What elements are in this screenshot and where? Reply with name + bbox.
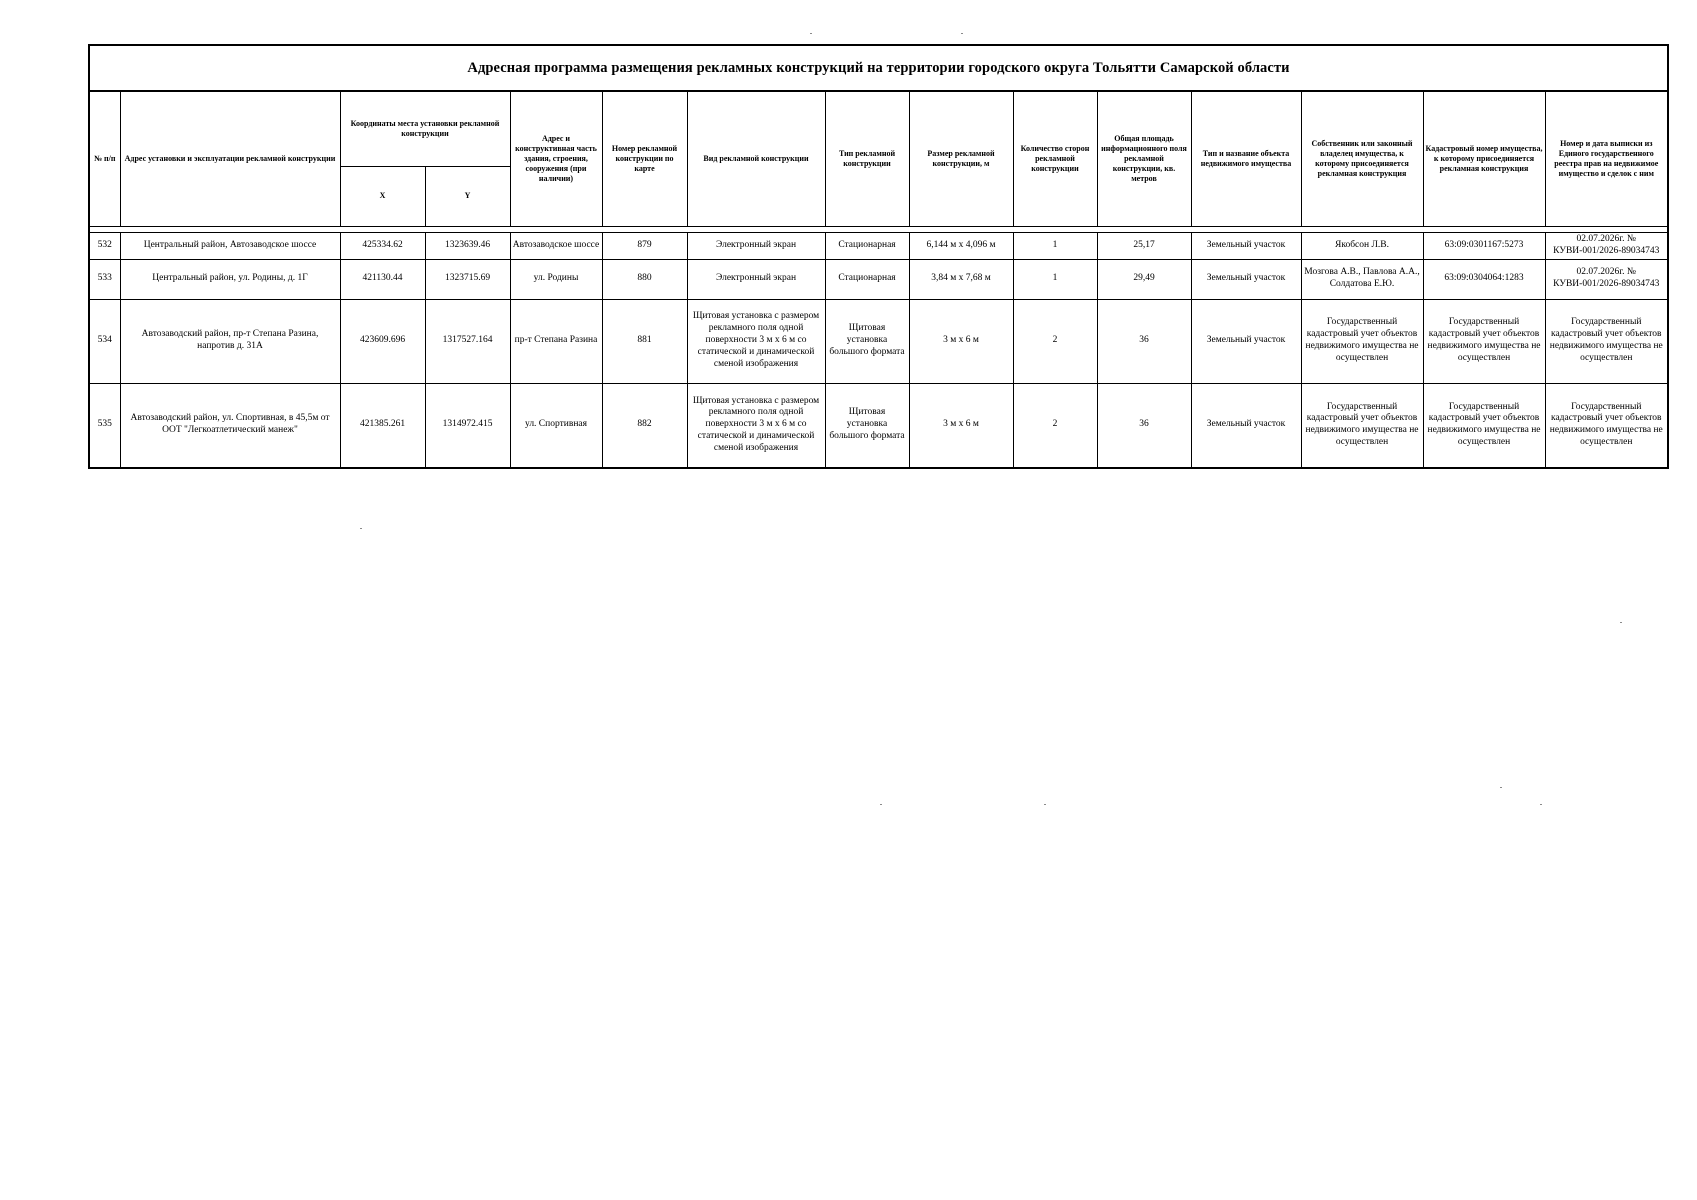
cell-y: 1323715.69: [425, 259, 510, 299]
cell-kind: Электронный экран: [687, 259, 825, 299]
cell-map-number: 879: [602, 232, 687, 259]
document-title: Адресная программа размещения рекламных конструкций на территории городского округа Тольятти Самарской области: [90, 46, 1667, 92]
cell-x: 423609.696: [340, 299, 425, 383]
scan-speck: [1620, 622, 1622, 623]
scan-speck: [1044, 804, 1046, 805]
table-row: [90, 383, 1667, 467]
cell-y: 1314972.415: [425, 383, 510, 467]
cell-cadastral: Государственный кадастровый учет объектов недвижимого имущества не осуществлен: [1423, 383, 1545, 467]
scan-speck: [880, 804, 882, 805]
header-map-number: Номер рекламной конструкции по карте: [602, 92, 687, 226]
header-type: Тип рекламной конструкции: [825, 92, 909, 226]
cell-x: 421130.44: [340, 259, 425, 299]
cell-area: 25,17: [1097, 232, 1191, 259]
cell-num: 533: [90, 259, 120, 299]
cell-map-number: 880: [602, 259, 687, 299]
cell-num: 535: [90, 383, 120, 467]
header-area: Общая площадь информационного поля рекламной конструкции, кв. метров: [1097, 92, 1191, 226]
advertising-structures-table: [90, 92, 1667, 467]
cell-address: Автозаводский район, пр-т Степана Разина, напротив д. 31А: [120, 299, 340, 383]
header-num: № п/п: [90, 92, 120, 226]
cell-owner: Государственный кадастровый учет объектов недвижимого имущества не осуществлен: [1301, 383, 1423, 467]
cell-area: 36: [1097, 299, 1191, 383]
cell-size: 6,144 м х 4,096 м: [909, 232, 1013, 259]
scan-speck: [961, 33, 963, 34]
header-property-type: Тип и название объекта недвижимого имущества: [1191, 92, 1301, 226]
header-registry-extract: Номер и дата выписки из Единого государственного реестра прав на недвижимое имущество и сделок с ним: [1545, 92, 1667, 226]
header-sides: Количество сторон рекламной конструкции: [1013, 92, 1097, 226]
header-kind: Вид рекламной конструкции: [687, 92, 825, 226]
cell-sides: 1: [1013, 259, 1097, 299]
cell-property-type: Земельный участок: [1191, 383, 1301, 467]
header-coord-x: X: [340, 166, 425, 226]
cell-area: 36: [1097, 383, 1191, 467]
cell-x: 421385.261: [340, 383, 425, 467]
address-program-table-frame: [88, 44, 1669, 469]
cell-sides: 1: [1013, 232, 1097, 259]
cell-x: 425334.62: [340, 232, 425, 259]
scan-speck: [1540, 804, 1542, 805]
cell-size: 3,84 м х 7,68 м: [909, 259, 1013, 299]
table-row: [90, 299, 1667, 383]
cell-kind: Щитовая установка с размером рекламного поля одной поверхности 3 м х 6 м со статической и динамической сменой изображения: [687, 383, 825, 467]
cell-building: ул. Родины: [510, 259, 602, 299]
cell-building: пр-т Степана Разина: [510, 299, 602, 383]
cell-cadastral: Государственный кадастровый учет объектов недвижимого имущества не осуществлен: [1423, 299, 1545, 383]
table-header: [90, 92, 1667, 226]
table-row: [90, 232, 1667, 259]
cell-address: Автозаводский район, ул. Спортивная, в 45,5м от ООТ "Легкоатлетический манеж": [120, 383, 340, 467]
cell-owner: Якобсон Л.В.: [1301, 232, 1423, 259]
cell-type: Щитовая установка большого формата: [825, 299, 909, 383]
cell-cadastral: 63:09:0304064:1283: [1423, 259, 1545, 299]
header-owner: Собственник или законный владелец имущества, к которому присоединяется рекламная конструкция: [1301, 92, 1423, 226]
header-size: Размер рекламной конструкции, м: [909, 92, 1013, 226]
cell-area: 29,49: [1097, 259, 1191, 299]
cell-sides: 2: [1013, 383, 1097, 467]
cell-kind: Щитовая установка с размером рекламного поля одной поверхности 3 м х 6 м со статической и динамической сменой изображения: [687, 299, 825, 383]
cell-address: Центральный район, ул. Родины, д. 1Г: [120, 259, 340, 299]
cell-size: 3 м х 6 м: [909, 383, 1013, 467]
cell-type: Щитовая установка большого формата: [825, 383, 909, 467]
cell-cadastral: 63:09:0301167:5273: [1423, 232, 1545, 259]
cell-registry-extract: 02.07.2026г. № КУВИ-001/2026-89034743: [1545, 259, 1667, 299]
cell-registry-extract: 02.07.2026г. № КУВИ-001/2026-89034743: [1545, 232, 1667, 259]
cell-owner: Мозгова А.В., Павлова А.А., Солдатова Е.Ю.: [1301, 259, 1423, 299]
cell-property-type: Земельный участок: [1191, 259, 1301, 299]
cell-sides: 2: [1013, 299, 1097, 383]
table-row: [90, 259, 1667, 299]
cell-building: Автозаводское шоссе: [510, 232, 602, 259]
header-address: Адрес установки и эксплуатации рекламной конструкции: [120, 92, 340, 226]
cell-address: Центральный район, Автозаводское шоссе: [120, 232, 340, 259]
cell-type: Стационарная: [825, 259, 909, 299]
cell-kind: Электронный экран: [687, 232, 825, 259]
header-cadastral: Кадастровый номер имущества, к которому присоединяется рекламная конструкция: [1423, 92, 1545, 226]
cell-owner: Государственный кадастровый учет объектов недвижимого имущества не осуществлен: [1301, 299, 1423, 383]
cell-num: 532: [90, 232, 120, 259]
cell-type: Стационарная: [825, 232, 909, 259]
cell-size: 3 м х 6 м: [909, 299, 1013, 383]
cell-property-type: Земельный участок: [1191, 299, 1301, 383]
scan-speck: [810, 33, 812, 34]
cell-y: 1323639.46: [425, 232, 510, 259]
header-coord-y: Y: [425, 166, 510, 226]
cell-property-type: Земельный участок: [1191, 232, 1301, 259]
cell-num: 534: [90, 299, 120, 383]
cell-map-number: 881: [602, 299, 687, 383]
scan-speck: [360, 528, 362, 529]
table-body: [90, 226, 1667, 467]
cell-map-number: 882: [602, 383, 687, 467]
cell-building: ул. Спортивная: [510, 383, 602, 467]
cell-y: 1317527.164: [425, 299, 510, 383]
header-building: Адрес и конструктивная часть здания, строения, сооружения (при наличии): [510, 92, 602, 226]
cell-registry-extract: Государственный кадастровый учет объектов недвижимого имущества не осуществлен: [1545, 299, 1667, 383]
cell-registry-extract: Государственный кадастровый учет объектов недвижимого имущества не осуществлен: [1545, 383, 1667, 467]
header-coordinates: Координаты места установки рекламной конструкции: [340, 92, 510, 166]
scan-speck: [1500, 787, 1502, 788]
